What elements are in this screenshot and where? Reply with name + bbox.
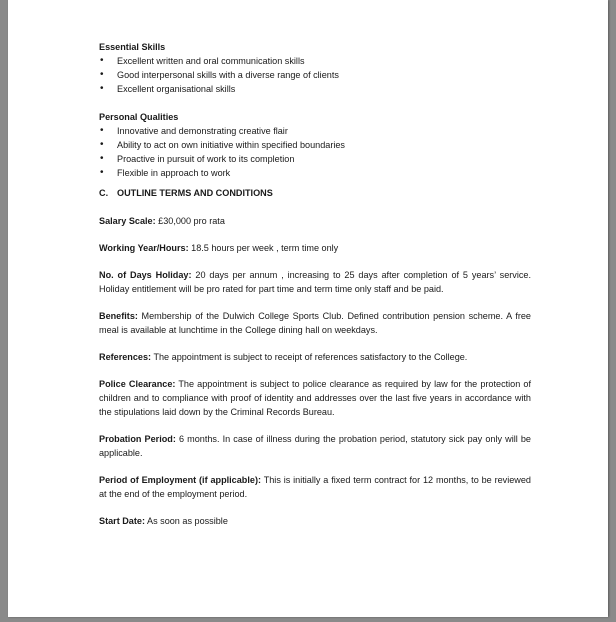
term-label: No. of Days Holiday: — [99, 270, 192, 280]
document-content — [99, 40, 531, 528]
section-letter: C. — [99, 188, 109, 198]
working-year-para — [99, 241, 531, 255]
term-label: Working Year/Hours: — [99, 243, 189, 253]
personal-qualities-list — [99, 124, 531, 180]
holiday-para — [99, 268, 531, 296]
start-date-para — [99, 514, 531, 528]
term-text: The appointment is subject to police clearance as required by law for the protection of children and to compliance with proof of identity and addresses over the last five years in accordance with the stipulations laid down by the Criminal Records Bureau. — [99, 379, 531, 417]
probation-period-para — [99, 432, 531, 460]
term-label: Period of Employment (if applicable): — [99, 475, 261, 485]
term-label: Probation Period: — [99, 434, 176, 444]
list-item: • Innovative and demonstrating creative flair — [99, 124, 531, 138]
document-page — [8, 0, 608, 617]
term-label: Police Clearance: — [99, 379, 176, 389]
term-label: Salary Scale: — [99, 216, 156, 226]
term-text: £30,000 pro rata — [155, 216, 225, 226]
list-item: • Flexible in approach to work — [99, 166, 531, 180]
list-item: • Excellent organisational skills — [99, 82, 531, 96]
benefits-para — [99, 309, 531, 337]
section-c-title — [99, 186, 531, 200]
list-item: • Good interpersonal skills with a diverse range of clients — [99, 68, 531, 82]
section-title-text: OUTLINE TERMS AND CONDITIONS — [117, 188, 273, 198]
references-para — [99, 350, 531, 364]
essential-skills-list — [99, 54, 531, 96]
police-clearance-para — [99, 377, 531, 419]
term-label: References: — [99, 352, 152, 362]
term-text: 6 months. In case of illness during the probation period, statutory sick pay only will be applicable. — [99, 434, 531, 458]
period-of-employment-para — [99, 473, 531, 501]
term-text: This is initially a fixed term contract for 12 months, to be reviewed at the end of the employment period. — [99, 475, 531, 499]
list-item: • Proactive in pursuit of work to its completion — [99, 152, 531, 166]
term-text: As soon as possible — [144, 516, 228, 526]
term-text: Membership of the Dulwich College Sports Club. Defined contribution pension scheme. A free meal is available at lunchtime in the College dining hall on weekdays. — [99, 311, 531, 335]
term-label: Benefits: — [99, 311, 138, 321]
term-text: The appointment is subject to receipt of references satisfactory to the College. — [151, 352, 468, 362]
term-text: 18.5 hours per week , term time only — [188, 243, 339, 253]
salary-scale-para — [99, 214, 531, 228]
list-item: • Excellent written and oral communication skills — [99, 54, 531, 68]
term-text: 20 days per annum , increasing to 25 days after completion of 5 years’ service. Holiday entitlement will be pro rated for part time and term time only staff and be paid. — [99, 270, 531, 294]
essential-skills-heading: Essential Skills — [99, 42, 166, 52]
personal-qualities-heading: Personal Qualities — [99, 112, 179, 122]
term-label: Start Date: — [99, 516, 145, 526]
list-item: • Ability to act on own initiative within specified boundaries — [99, 138, 531, 152]
